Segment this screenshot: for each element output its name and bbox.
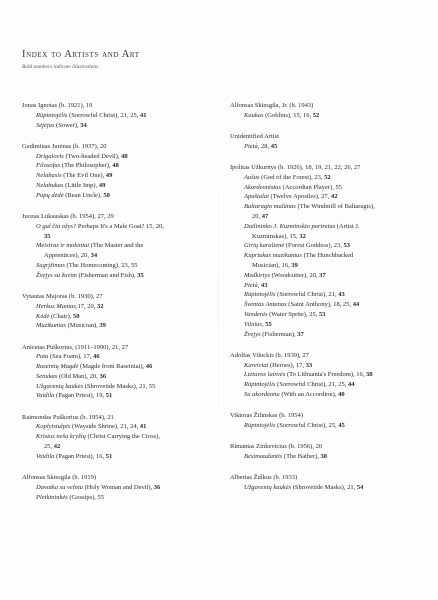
artwork-title: Davatka su velniu — [36, 483, 83, 491]
page-subtitle: Bold numbers indicate illustrations — [22, 64, 99, 70]
artwork-title: Dailininko J. Kuzminskio portretas — [244, 222, 336, 230]
artwork-line — [230, 290, 426, 300]
artwork-line — [230, 390, 426, 400]
artwork-title: Rūpintojėlis — [244, 381, 276, 389]
artwork-line — [22, 232, 218, 242]
illustration-page-number: 33 — [305, 361, 313, 369]
artwork-line — [230, 192, 426, 202]
illustration-page-number: 50 — [73, 312, 80, 320]
illustration-page-number: 41 — [139, 423, 147, 431]
entry-text: (Bean Uncle), — [63, 191, 104, 199]
artist-name-line — [22, 101, 218, 111]
entry-text: (Sea Foam), 17, — [48, 353, 94, 361]
artwork-line — [230, 202, 426, 212]
illustration-page-number: 41 — [140, 111, 147, 119]
artwork-line — [22, 191, 218, 201]
entry-text: (Musician), — [65, 322, 100, 330]
artwork-title: Vilnius — [244, 320, 262, 328]
artwork-line — [230, 261, 426, 271]
artist-name-line — [22, 413, 218, 423]
artwork-title: Lietuvos laisvės — [244, 371, 286, 379]
artist-name-line — [22, 212, 218, 222]
entry-text: (Wayside Shrine), 21, 24, — [70, 423, 140, 431]
artwork-title: Pupų dėdė — [36, 191, 64, 199]
illustration-page-number: 42 — [53, 443, 61, 451]
entry-text: Jonas Ignotas (b. 1921), 19 — [22, 102, 93, 109]
artwork-line — [22, 483, 218, 493]
artwork-title: Sėjėjas — [36, 121, 55, 129]
artwork-line — [230, 310, 426, 320]
artwork-line — [230, 222, 426, 232]
artist-name-line — [22, 292, 218, 302]
artwork-title: Sugrįžimas — [36, 261, 65, 269]
artwork-line — [230, 241, 426, 251]
artwork-line — [22, 222, 218, 232]
artwork-line — [22, 352, 218, 362]
entry-text: Albertas Žulkus (b. 1933) — [230, 474, 298, 482]
entry-text: Musician), 16, — [252, 261, 292, 269]
entry-text: (Forest Goddess), 23, — [284, 242, 344, 250]
artwork-title: Užgavenių kaukės — [244, 483, 292, 491]
artwork-title: Kaukas — [244, 111, 264, 119]
entry-text: (Woodcutter), 20, — [270, 271, 320, 279]
entry-text: , — [261, 320, 266, 328]
index-entry — [22, 101, 218, 130]
entry-text: (The Master and the — [89, 242, 144, 250]
artwork-line — [22, 152, 218, 162]
artwork-title: Kristus neša kryžių — [36, 433, 86, 441]
artwork-line — [22, 181, 218, 191]
artist-name-line — [230, 473, 426, 483]
page-title: Index to Artists and Art — [22, 49, 140, 60]
illustration-page-number: 47 — [261, 212, 269, 220]
entry-text: (Sorrowful Christ), 21, 25, — [275, 381, 349, 389]
artwork-title: O gal čia ožys? — [36, 222, 77, 230]
artwork-line — [22, 442, 218, 452]
artwork-line — [22, 312, 218, 322]
entry-text: (With an Accordion), — [279, 390, 339, 398]
artwork-title: Pietà — [244, 142, 258, 150]
artist-name-line — [22, 473, 218, 483]
index-entry — [230, 163, 426, 339]
artwork-line — [230, 452, 426, 462]
entry-text: Gediminas Jurėnas (b. 1937), 20 — [22, 142, 107, 150]
artwork-title: Žvejys — [244, 330, 261, 338]
artwork-line — [230, 142, 426, 152]
artwork-title: Akordeonistas — [244, 183, 281, 191]
entry-text: (Two-headed Devil), — [63, 152, 122, 160]
entry-text: (Chair), — [49, 312, 74, 320]
entry-text: (Christ Carrying the Cross), — [85, 433, 161, 441]
artwork-title: Besimaudantis — [244, 452, 283, 460]
index-entry — [230, 442, 426, 462]
entry-text: Rimantas Zinkevicius (b. 1956), 20 — [230, 443, 323, 451]
artist-name-line — [22, 142, 218, 152]
entry-text: (Fisherman and Fish), — [76, 271, 138, 279]
artwork-title: Šventas Antanas — [244, 301, 287, 309]
artwork-title: Raseinių Magdė — [36, 363, 79, 371]
artwork-title: Filosofas — [36, 162, 61, 170]
artwork-title: Drigalovis — [36, 152, 64, 160]
artist-name-line — [230, 442, 426, 452]
illustration-page-number: 37 — [297, 330, 304, 338]
artwork-title: Vaidila — [36, 452, 55, 460]
entry-text: (Water Sprite), 25, — [267, 310, 319, 318]
entry-text: (The Evil One), — [61, 172, 106, 180]
illustration-page-number: 35 — [44, 232, 51, 240]
artwork-line — [22, 321, 218, 331]
entry-text: Raimondas Puškorius (b. 1954), 21 — [22, 413, 114, 421]
artwork-line — [22, 362, 218, 372]
entry-text: (The Homecoming), 23, 55 — [64, 261, 138, 269]
artwork-title: Aušas — [244, 173, 260, 181]
index-entry — [22, 292, 218, 331]
entry-text: Viktoras Žilinskas (b. 1954) — [230, 412, 303, 420]
entry-text: 20, — [252, 212, 262, 220]
illustration-page-number: 39 — [99, 322, 106, 330]
index-entry — [22, 473, 218, 502]
entry-text: Alfonsas Skiesgila (b. 1919) — [22, 474, 97, 482]
entry-text: (Holy Woman and Devil), — [82, 483, 154, 491]
artwork-line — [22, 171, 218, 181]
illustration-page-number: 53 — [318, 310, 326, 318]
artist-name-line — [230, 351, 426, 361]
artwork-title: Apaštalai — [244, 193, 269, 201]
entry-text: (Saint Anthony), 18, 25, — [286, 301, 353, 309]
illustration-page-number: 49 — [98, 181, 106, 189]
illustration-page-number: 38 — [366, 371, 373, 379]
artwork-title: Kareiviai — [244, 361, 269, 369]
illustration-page-number: 55 — [265, 320, 272, 328]
artwork-line — [230, 281, 426, 291]
illustration-page-number: 32 — [97, 302, 104, 310]
illustration-page-number: 43 — [260, 281, 268, 289]
artwork-title: Rūpintojėlis — [36, 111, 68, 119]
entry-text: Unidentified Artist — [230, 132, 279, 140]
artwork-title: Medkirtys — [244, 271, 270, 279]
artwork-line — [22, 493, 218, 503]
artwork-line — [22, 422, 218, 432]
entry-text: (Accordian Player), 55 — [280, 183, 342, 191]
entry-text: (The Windmill of Baltaragis), — [295, 203, 375, 211]
entry-text: (Gossips), 55 — [67, 493, 105, 501]
illustration-page-number: 50 — [103, 191, 110, 199]
index-entry — [230, 411, 426, 431]
entry-text: Perhaps It's a Male Goat? 15, 20, — [76, 222, 164, 230]
artwork-title: Baltaragio malūnas — [244, 203, 296, 211]
artwork-line — [22, 161, 218, 171]
illustration-page-number: 44 — [348, 381, 355, 389]
artist-name-line — [230, 163, 426, 173]
index-entry — [230, 101, 426, 121]
artwork-line — [22, 391, 218, 401]
index-entry — [22, 142, 218, 201]
artwork-title: Senukas — [36, 372, 58, 380]
artwork-line — [230, 212, 426, 222]
artwork-line — [22, 111, 218, 121]
artwork-line — [22, 241, 218, 251]
illustration-page-number: 32 — [299, 232, 306, 240]
illustration-page-number: 49 — [105, 172, 113, 180]
artwork-title: Užgavenių kaukės — [36, 382, 84, 390]
entry-text: (Shrovetide Masks), 21, 55 — [83, 382, 156, 390]
illustration-page-number: 44 — [352, 301, 360, 309]
artwork-line — [22, 372, 218, 382]
artwork-line — [230, 320, 426, 330]
artwork-title: Herkus Mantas — [36, 302, 76, 310]
index-entry — [230, 351, 426, 400]
entry-text: (God of the Forest), 23, — [259, 173, 325, 181]
entry-text: (Pagan Priest), 19, — [54, 392, 106, 400]
illustration-page-number: 39 — [291, 261, 298, 269]
artwork-line — [22, 452, 218, 462]
artwork-title: Rūpintojėlis — [244, 421, 276, 429]
index-entry — [230, 132, 426, 152]
index-entry — [22, 413, 218, 462]
illustration-page-number: 37 — [319, 271, 326, 279]
entry-text: (Fisherman), — [260, 330, 298, 338]
entry-text: Adolfas Viluckis (b. 1939), 27 — [230, 351, 309, 359]
artist-name-line — [230, 101, 426, 111]
illustration-page-number: 48 — [112, 162, 119, 170]
entry-text: (Pagan Priest), 16, — [54, 452, 106, 460]
entry-text: Kuzminskas), 15, — [252, 232, 300, 240]
entry-text: Anicetas Puškorius, (1911–1990), 21, 27 — [22, 343, 129, 351]
artist-name-line — [230, 411, 426, 421]
entry-text: (Old Man), 20, — [57, 372, 100, 380]
entry-text: (Sorrowful Christ), 21, 25, — [67, 111, 141, 119]
illustration-page-number: 45 — [338, 421, 345, 429]
entry-text: (Sorrowful Christ), 25, — [275, 421, 339, 429]
entry-text: (The Hunchbacked — [301, 252, 354, 260]
artwork-line — [230, 380, 426, 390]
illustration-page-number: 54 — [356, 483, 364, 491]
entry-text: (Twelve Apostles), 27, — [268, 193, 331, 201]
illustration-page-number: 38 — [320, 452, 328, 460]
entry-text: (The Bather), — [282, 452, 321, 460]
artwork-title: Kėdė — [36, 312, 50, 320]
artwork-line — [230, 111, 426, 121]
artwork-line — [230, 300, 426, 310]
artwork-line — [230, 483, 426, 493]
artwork-title: Pietà — [244, 281, 258, 289]
entry-text: (Magde from Raseiniai), — [78, 363, 146, 371]
artwork-line — [22, 271, 218, 281]
artwork-line — [230, 173, 426, 183]
index-entry — [22, 343, 218, 402]
illustration-page-number: 42 — [330, 193, 338, 201]
illustration-page-number: 36 — [99, 372, 107, 380]
entry-text: (Goblins), 15, 16, — [263, 111, 313, 119]
artwork-line — [230, 251, 426, 261]
index-entry — [22, 212, 218, 281]
entry-text: Ipolitas Užkurnys (b. 1926), 18, 19, 21, 22, 26, 27 — [230, 163, 361, 171]
illustration-page-number: 45 — [270, 142, 278, 150]
artwork-line — [230, 370, 426, 380]
artwork-line — [22, 302, 218, 312]
illustration-page-number: 46 — [145, 363, 153, 371]
entry-text: (Shrovetide Masks), 21, — [291, 483, 357, 491]
artist-name-line — [22, 343, 218, 353]
artwork-line — [22, 121, 218, 131]
artwork-title: Girių karalienė — [244, 242, 285, 250]
artwork-line — [22, 382, 218, 392]
artwork-title: Vandenis — [244, 310, 268, 318]
index-column-right — [230, 101, 426, 504]
artwork-title: Nelabukas — [36, 181, 64, 189]
artwork-title: Pletkininkės — [36, 493, 68, 501]
illustration-page-number: 34 — [80, 121, 87, 129]
entry-text: (To Lithuania's Freedom), 16, — [285, 371, 367, 379]
illustration-page-number: 34 — [90, 252, 98, 260]
artwork-line — [230, 271, 426, 281]
illustration-page-number: 48 — [121, 152, 128, 160]
entry-text: (Artist J. — [335, 222, 360, 230]
artist-name-line — [230, 132, 426, 142]
artwork-line — [230, 183, 426, 193]
entry-text: (Sower), — [54, 121, 81, 129]
artwork-title: Koplytstulpis — [36, 423, 71, 431]
artwork-line — [22, 251, 218, 261]
entry-text: (Heroes), 17, — [268, 361, 306, 369]
artwork-title: Kupriukas muzikantas — [244, 252, 302, 260]
artwork-title: Su akordeonu — [244, 390, 280, 398]
illustration-page-number: 43 — [338, 291, 345, 299]
entry-text: , 28, — [257, 142, 271, 150]
index-entry — [230, 473, 426, 493]
artwork-line — [230, 421, 426, 431]
index-column-left — [22, 101, 218, 514]
illustration-page-number: 46 — [93, 353, 100, 361]
artwork-title: Nelabasis — [36, 172, 62, 180]
entry-text: Apprentices), 20, — [44, 252, 91, 260]
artwork-line — [230, 330, 426, 340]
artwork-line — [22, 261, 218, 271]
illustration-page-number: 51 — [105, 392, 113, 400]
artwork-line — [22, 432, 218, 442]
entry-text: (Little Imp), — [63, 181, 99, 189]
entry-text: Juozas Lukauskas (b. 1954), 27, 29 — [22, 212, 114, 220]
illustration-page-number: 53 — [343, 242, 350, 250]
illustration-page-number: 36 — [153, 483, 161, 491]
artwork-line — [230, 361, 426, 371]
illustration-page-number: 40 — [338, 390, 345, 398]
entry-text: (Sorrowful Christ), 21, — [275, 291, 339, 299]
entry-text: (The Philosopher), — [60, 162, 113, 170]
entry-text: ,17, 20, — [75, 302, 98, 310]
entry-text: Alfonsas Skiesgila, Jr. (b. 1943) — [230, 102, 314, 109]
entry-text: , — [257, 281, 261, 289]
artwork-title: Puta — [36, 353, 49, 361]
artwork-title: Muzikantas — [36, 322, 66, 330]
illustration-page-number: 52 — [324, 173, 331, 181]
illustration-page-number: 35 — [137, 271, 144, 279]
artwork-title: Žvejys su žuvim — [36, 271, 77, 279]
page-crease — [218, 0, 219, 600]
artwork-line — [230, 232, 426, 242]
illustration-page-number: 52 — [312, 111, 320, 119]
artwork-title: Meistras ir mokiniai — [36, 242, 90, 250]
artwork-title: Vaidila — [36, 392, 55, 400]
entry-text: 25, — [44, 443, 54, 451]
entry-text: Vytautas Majoras (b. 1930), 27 — [22, 292, 103, 300]
artwork-title: Rūpintojėlis — [244, 291, 276, 299]
illustration-page-number: 51 — [105, 452, 113, 460]
